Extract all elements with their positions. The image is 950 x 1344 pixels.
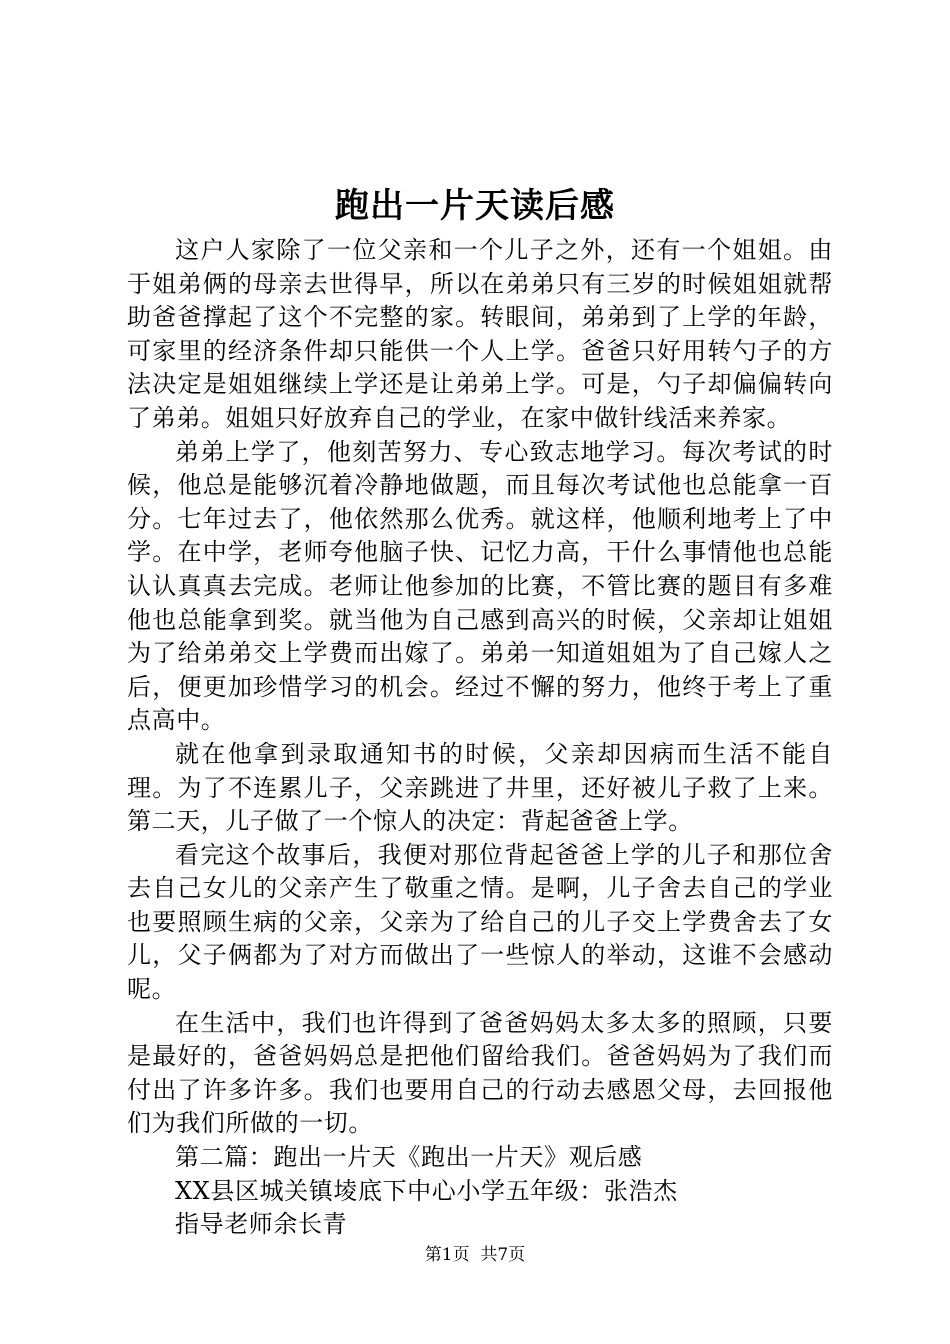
paragraph: 这户人家除了一位父亲和一个儿子之外，还有一个姐姐。由于姐弟俩的母亲去世得早，所以在弟弟只有三岁的时候姐姐就帮助爸爸撑起了这个不完整的家。转眼间，弟弟到了上学的年龄，可家里的经济条件却只能供一个人上学。爸爸只好用转勺子的方法决定是姐姐继续上学还是让弟弟上学。可是，勺子却偏偏转向了弟弟。姐姐只好放弃自己的学业，在家中做针线活来养家。 — [127, 236, 833, 432]
author-line: XX县区城关镇堎底下中心小学五年级：张浩杰 — [175, 1176, 678, 1205]
page-number: 第1页 — [424, 1245, 470, 1265]
paragraph: 弟弟上学了，他刻苦努力、专心致志地学习。每次考试的时候，他总是能够沉着冷静地做题，而且每次考试他也总能拿一百分。七年过去了，他依然那么优秀。就这样，他顺利地考上了中学。在中学，老师夸他脑子快、记忆力高，干什么事情他也总能认认真真去完成。老师让他参加的比赛，不管比赛的题目有多难他也总能拿到奖。就当他为自己感到高兴的时候，父亲却让姐姐为了给弟弟交上学费而出嫁了。弟弟一知道姐姐为了自己嫁人之后，便更加珍惜学习的机会。经过不懈的努力，他终于考上了重点高中。 — [127, 437, 833, 735]
advisor-line: 指导老师余长青 — [175, 1210, 348, 1239]
page-total: 共7页 — [480, 1245, 526, 1265]
section-heading: 第二篇：跑出一片天《跑出一片天》观后感 — [175, 1143, 643, 1172]
document-title: 跑出一片天读后感 — [335, 186, 615, 226]
paragraph: 在生活中，我们也许得到了爸爸妈妈太多太多的照顾，只要是最好的，爸爸妈妈总是把他们留给我们。爸爸妈妈为了我们而付出了许多许多。我们也要用自己的行动去感恩父母，去回报他们为我们所做的一切。 — [127, 1008, 833, 1138]
page-footer — [0, 1243, 950, 1267]
paragraph: 就在他拿到录取通知书的时候，父亲却因病而生活不能自理。为了不连累儿子，父亲跳进了井里，还好被儿子救了上来。第二天，儿子做了一个惊人的决定：背起爸爸上学。 — [127, 739, 833, 836]
document-body — [127, 234, 833, 1242]
paragraph: 看完这个故事后，我便对那位背起爸爸上学的儿子和那位舍去自己女儿的父亲产生了敬重之情。是啊，儿子舍去自己的学业也要照顾生病的父亲，父亲为了给自己的儿子交上学费舍去了女儿，父子俩都为了对方而做出了一些惊人的举动，这谁不会感动呢。 — [127, 840, 833, 1004]
